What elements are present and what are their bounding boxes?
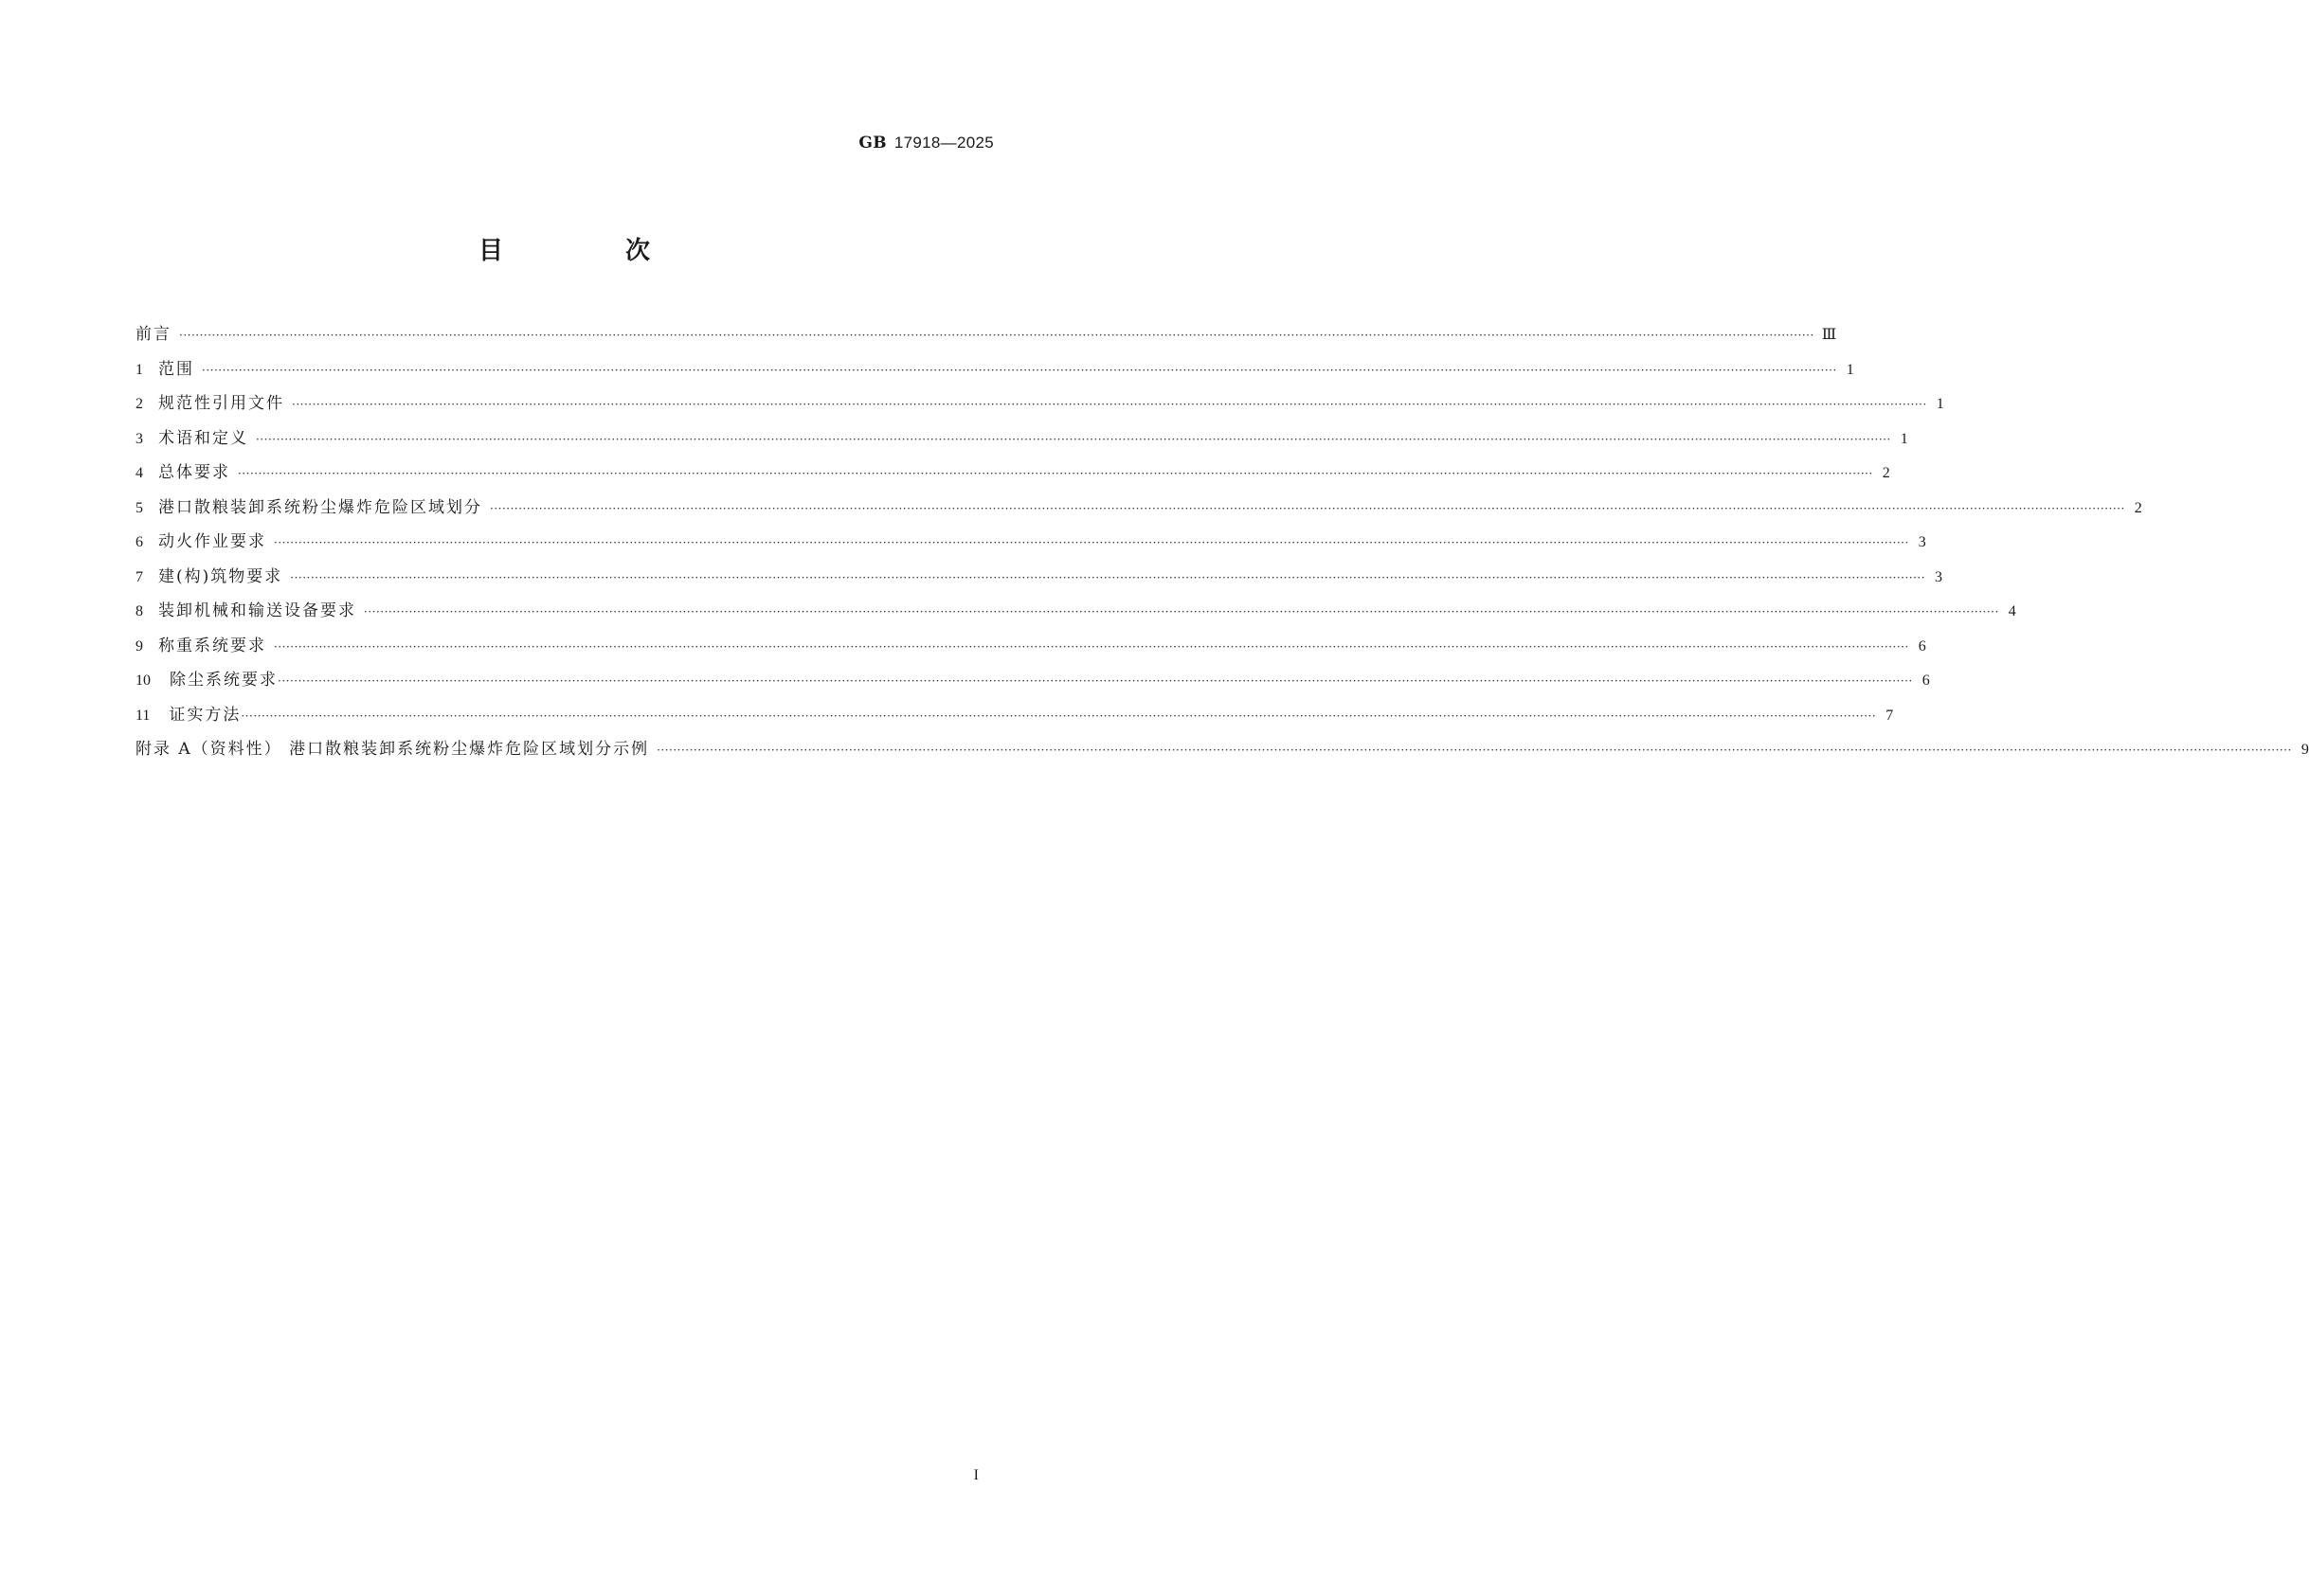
toc-entry-label: 称重系统要求	[158, 636, 266, 655]
page-number: I	[973, 1467, 979, 1483]
toc-leader-dots: ················································································································································································································································································································································································································	[278, 674, 1913, 688]
toc-entry-6[interactable]	[135, 528, 1926, 563]
toc-entry-number: 5	[135, 499, 143, 516]
toc-entry-label: 规范性引用文件	[158, 394, 284, 413]
toc-entry-page: 9	[2300, 742, 2309, 758]
toc-entry-page: 7	[1885, 707, 1894, 724]
toc-entry-label: 除尘系统要求	[170, 671, 278, 690]
toc-leader-dots: ················································································································································································································································································································································································································	[202, 363, 1837, 377]
toc-entry-label: 总体要求	[158, 463, 230, 482]
toc-entry-4[interactable]	[135, 458, 1890, 493]
standard-code	[858, 134, 994, 152]
toc-entry-number: 8	[135, 603, 143, 619]
toc-entry-label: 装卸机械和输送设备要求	[158, 601, 356, 620]
toc-entry-number: 1	[135, 361, 143, 378]
toc-entry-label: 附录 A（资料性） 港口散粮装卸系统粉尘爆炸危险区域划分示例	[135, 740, 650, 759]
toc-entry-number: 4	[135, 465, 143, 481]
toc-entry-10[interactable]	[135, 666, 1930, 701]
toc-entry-7[interactable]	[135, 563, 1943, 598]
toc-entry-label: 港口散粮装卸系统粉尘爆炸危险区域划分	[158, 497, 482, 517]
toc-entry-page: 1	[1900, 430, 1908, 447]
toc-leader-dots: ················································································································································································································································································································································································································	[256, 432, 1891, 446]
toc-entry-number: 6	[135, 534, 143, 550]
toc-entry-label: 范围	[158, 359, 194, 379]
toc-leader-dots: ················································································································································································································································································································································································································	[274, 639, 1909, 654]
toc-entry-label: 术语和定义	[158, 428, 248, 448]
toc-entry-label: 前言	[135, 325, 171, 344]
toc-entry-page: 1	[1936, 396, 1944, 412]
toc-entry-page: 6	[1918, 637, 1926, 655]
toc-leader-dots: ················································································································································································································································································································································································································	[490, 501, 2125, 515]
toc-entry-number: 10	[135, 672, 151, 689]
toc-leader-dots: ················································································································································································································································································································································································································	[274, 536, 1909, 549]
toc-entry-page: 2	[1882, 465, 1890, 481]
toc-entry-page: 4	[2008, 603, 2016, 619]
page-title: 目 次	[478, 237, 708, 265]
toc-leader-dots: ················································································································································································································································································································································································································	[364, 605, 1999, 619]
toc-entry-appendix-a[interactable]	[135, 735, 2309, 770]
toc-entry-label: 动火作业要求	[158, 532, 266, 551]
toc-entry-page: 6	[1921, 672, 1930, 689]
toc-entry-number: 7	[135, 568, 143, 585]
toc-entry-page: 2	[2134, 499, 2142, 516]
toc-entry-number: 11	[135, 707, 151, 724]
toc-entry-5[interactable]	[135, 493, 2142, 529]
toc-entry-11[interactable]	[135, 701, 1894, 736]
toc-entry-page: 1	[1846, 361, 1854, 378]
toc-entry-3[interactable]	[135, 424, 1908, 459]
standard-prefix: GB	[858, 134, 887, 152]
toc-entry-2[interactable]	[135, 389, 1944, 424]
toc-leader-dots: ················································································································································································································································································································································································································	[179, 329, 1814, 342]
toc-entry-foreword[interactable]	[135, 320, 1837, 355]
toc-entry-8[interactable]	[135, 597, 2016, 632]
toc-entry-label: 建(构)筑物要求	[158, 566, 283, 586]
toc-leader-dots: ················································································································································································································································································································································································································	[238, 467, 1873, 480]
toc-leader-dots: ················································································································································································································································································································································································································	[241, 708, 1877, 723]
toc-entry-label: 证实方法	[169, 705, 242, 725]
standard-number: 17918—2025	[893, 134, 994, 152]
toc-entry-9[interactable]	[135, 632, 1926, 667]
toc-leader-dots: ················································································································································································································································································································································································································	[292, 398, 1927, 411]
table-of-contents	[135, 320, 2309, 770]
toc-entry-1[interactable]	[135, 355, 1854, 390]
toc-entry-number: 9	[135, 637, 143, 655]
toc-entry-number: 3	[135, 430, 143, 447]
toc-entry-page: 3	[1935, 568, 1943, 585]
toc-entry-number: 2	[135, 396, 143, 412]
toc-entry-page: 3	[1918, 534, 1926, 550]
toc-leader-dots: ················································································································································································································································································································································································································	[657, 744, 2292, 757]
toc-entry-page: Ⅲ	[1821, 327, 1837, 343]
toc-leader-dots: ················································································································································································································································································································································································································	[290, 570, 1926, 584]
